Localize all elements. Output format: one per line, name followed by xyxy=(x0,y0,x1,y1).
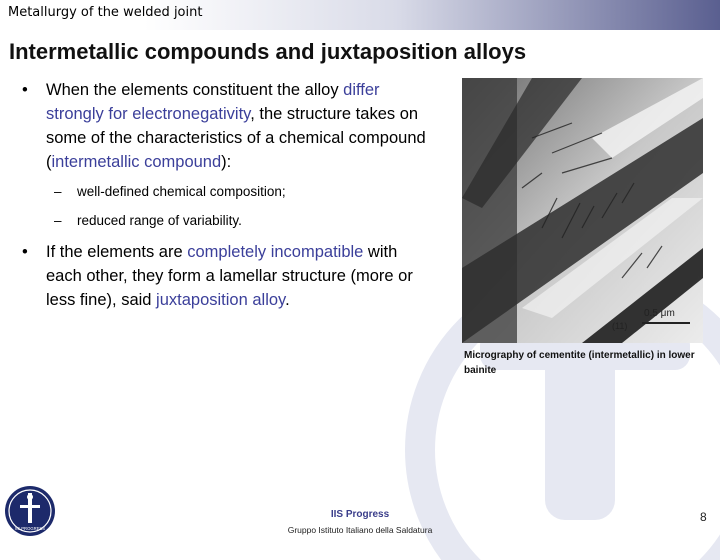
highlight-text: juxtaposition alloy xyxy=(156,291,286,309)
bullet-text: . xyxy=(285,291,290,309)
figure-caption: Micrography of cementite (intermetallic) in lower bainite xyxy=(464,350,695,376)
bullet-electronegativity xyxy=(22,78,432,174)
header-label: Metallurgy of the welded joint xyxy=(8,5,203,20)
bullet-text: with each other, they form a lamellar structure (more or less fine), said xyxy=(46,243,413,309)
dash-icon: – xyxy=(54,184,62,199)
bullet-incompatible xyxy=(22,240,432,312)
scale-bar-label: 0.5 μm xyxy=(644,308,675,319)
logo-text: IIS PROGRESS xyxy=(14,526,46,531)
bullet-text: ): xyxy=(221,153,232,171)
sub-bullet-text: well-defined chemical composition; xyxy=(77,184,286,199)
highlight-text: differ strongly for electronegativity xyxy=(46,81,380,123)
footer-subtitle: Gruppo Istituto Italiano della Saldatura xyxy=(287,525,433,535)
bullet-dot-icon: • xyxy=(22,81,28,99)
sub-bullet-text: reduced range of variability. xyxy=(77,213,242,228)
bullet-text: If the elements are xyxy=(46,243,188,261)
footer xyxy=(200,508,520,537)
bullet-list xyxy=(22,78,432,320)
highlight-text: completely incompatible xyxy=(187,243,364,261)
bullet-text: , the structure takes on some of the characteristics of a chemical compound ( xyxy=(46,105,426,171)
slide-title: Intermetallic compounds and juxtaposition alloys xyxy=(9,39,527,64)
highlight-text: intermetallic compound xyxy=(51,153,222,171)
plate-label: (11) xyxy=(612,321,628,331)
page-number: 8 xyxy=(700,510,707,524)
bullet-dot-icon: • xyxy=(22,243,28,261)
sub-bullet xyxy=(22,211,432,231)
sub-bullet xyxy=(22,182,432,202)
micrograph-image xyxy=(462,78,703,343)
bullet-text: When the elements constituent the alloy xyxy=(46,81,344,99)
iis-progress-logo xyxy=(2,485,58,537)
footer-title: IIS Progress xyxy=(330,509,390,520)
dash-icon: – xyxy=(54,213,62,228)
